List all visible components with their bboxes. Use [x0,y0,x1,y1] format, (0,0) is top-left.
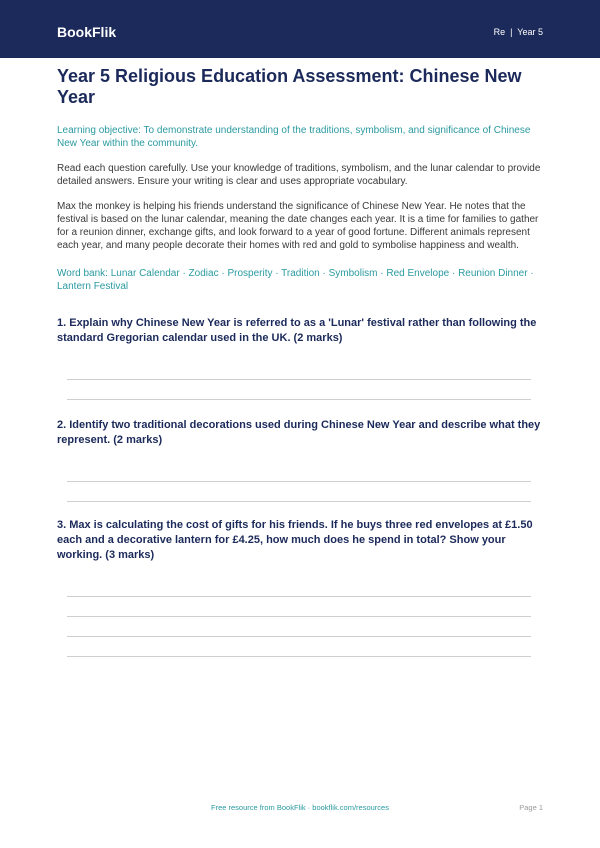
answer-line[interactable] [67,481,531,482]
footer-credit: Free resource from BookFlik · bookflik.com/resources [211,803,389,812]
answer-line[interactable] [67,616,531,617]
instructions-text: Read each question carefully. Use your knowledge of traditions, symbolism, and the lunar calendar to provide detailed answers. Ensure your writing is clear and uses appropriate vocabulary. [57,163,541,187]
question-1: 1. Explain why Chinese New Year is referred to as a 'Lunar' festival rather than following the standard Gregorian calendar used in the UK. (2 marks) [57,317,537,344]
page-number: Page 1 [519,803,543,812]
subject-year-label: Re | Year 5 [493,27,543,37]
answer-line[interactable] [67,379,531,380]
answer-line[interactable] [67,399,531,400]
brand-logo: BookFlik [57,24,117,40]
page-title: Year 5 Religious Education Assessment: Chinese New Year [57,66,522,107]
answer-line[interactable] [67,501,531,502]
answer-line[interactable] [67,636,531,637]
story-text: Max the monkey is helping his friends understand the significance of Chinese New Year. He notes that the festival is based on the lunar calendar, meaning the date changes each year. It is a time for families to gather for a reunion dinner, exchange gifts, and look forward to a year of good fortune. Different animals represent each year, and many people decorate their homes with red and gold to symbolise happiness and wealth. [57,201,539,251]
question-3: 3. Max is calculating the cost of gifts for his friends. If he buys three red envelopes at £1.50 each and a decorative lantern for £4.25, how much does he spend in total? Show your working. (3 marks) [57,519,533,561]
word-bank: Word bank: Lunar Calendar · Zodiac · Prosperity · Tradition · Symbolism · Red Envelope · Reunion Dinner · Lantern Festival [57,268,534,292]
question-2: 2. Identify two traditional decorations used during Chinese New Year and describe what they represent. (2 marks) [57,419,541,446]
intro-section [57,66,545,293]
learning-objective: Learning objective: To demonstrate understanding of the traditions, symbolism, and significance of Chinese New Year within the community. [57,125,531,149]
answer-line[interactable] [67,596,531,597]
page-header [0,0,600,58]
answer-line[interactable] [67,656,531,657]
